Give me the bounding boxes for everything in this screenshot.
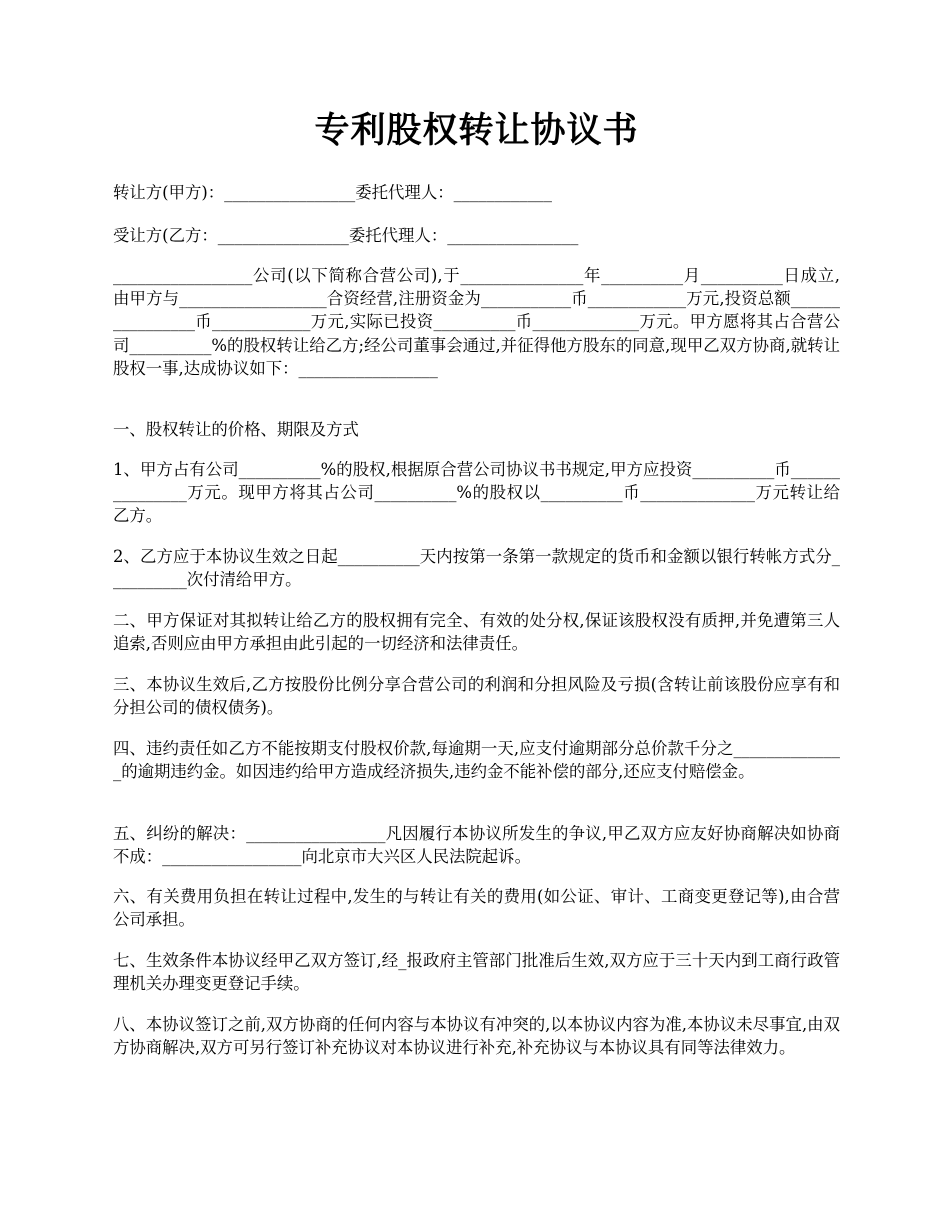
preamble-paragraph: _________________公司(以下简称合营公司),于_______________年__________月__________日成立,由甲方与__________________合资经营,注册资金为___________币____________万元,投资总额________________币____________万元,实际已投资__________币_____________万元。甲方愿将其占合营公司__________%的股权转让给乙方;经公司董事会通过,并征得他方股东的同意,现甲乙双方协商,就转让股权一事,达成协议如下：_________________ — [113, 266, 840, 378]
clause-1-2: 2、乙方应于本协议生效之日起__________天内按第一条第一款规定的货币和金额以银行转帐方式分__________次付清给甲方。 — [113, 547, 840, 590]
section-5-paragraph: 五、纠纷的解决：_________________凡因履行本协议所发生的争议,甲乙双方应友好协商解决如协商不成：_________________向北京市大兴区人民法院起诉。 — [113, 824, 840, 867]
section-4-paragraph: 四、违约责任如乙方不能按期支付股权价款,每逾期一天,应支付逾期部分总价款千分之______________的逾期违约金。如因违约给甲方造成经济损失,违约金不能补偿的部分,还应支付赔偿金。 — [113, 739, 840, 782]
section-2-paragraph: 二、甲方保证对其拟转让给乙方的股权拥有完全、有效的处分权,保证该股权没有质押,并免遭第三人追索,否则应由甲方承担由此引起的一切经济和法律责任。 — [113, 611, 840, 654]
document-title: 专利股权转让协议书 — [314, 110, 639, 151]
section-7-paragraph: 七、生效条件本协议经甲乙双方签订,经_报政府主管部门批准后生效,双方应于三十天内到工商行政管理机关办理变更登记手续。 — [113, 951, 840, 994]
section-3-paragraph: 三、本协议生效后,乙方按股份比例分享合营公司的利润和分担风险及亏损(含转让前该股份应享有和分担公司的债权债务)。 — [113, 675, 840, 718]
clause-1-1: 1、甲方占有公司__________%的股权,根据原合营公司协议书书规定,甲方应投资__________币_______________万元。现甲方将其占公司__________%的股权以__________币______________万元转让给乙方。 — [113, 460, 840, 526]
section-6-paragraph: 六、有关费用负担在转让过程中,发生的与转让有关的费用(如公证、审计、工商变更登记等),由合营公司承担。 — [113, 887, 840, 930]
transferee-line: 受让方(乙方：________________委托代理人：________________ — [113, 226, 579, 245]
section-1-heading: 一、股权转让的价格、期限及方式 — [113, 420, 359, 439]
transferor-line: 转让方(甲方)：________________委托代理人：____________ — [113, 183, 552, 202]
section-8-paragraph: 八、本协议签订之前,双方协商的任何内容与本协议有冲突的,以本协议内容为准,本协议未尽事宜,由双方协商解决,双方可另行签订补充协议对本协议进行补充,补充协议与本协议具有同等法律效力。 — [113, 1015, 840, 1058]
